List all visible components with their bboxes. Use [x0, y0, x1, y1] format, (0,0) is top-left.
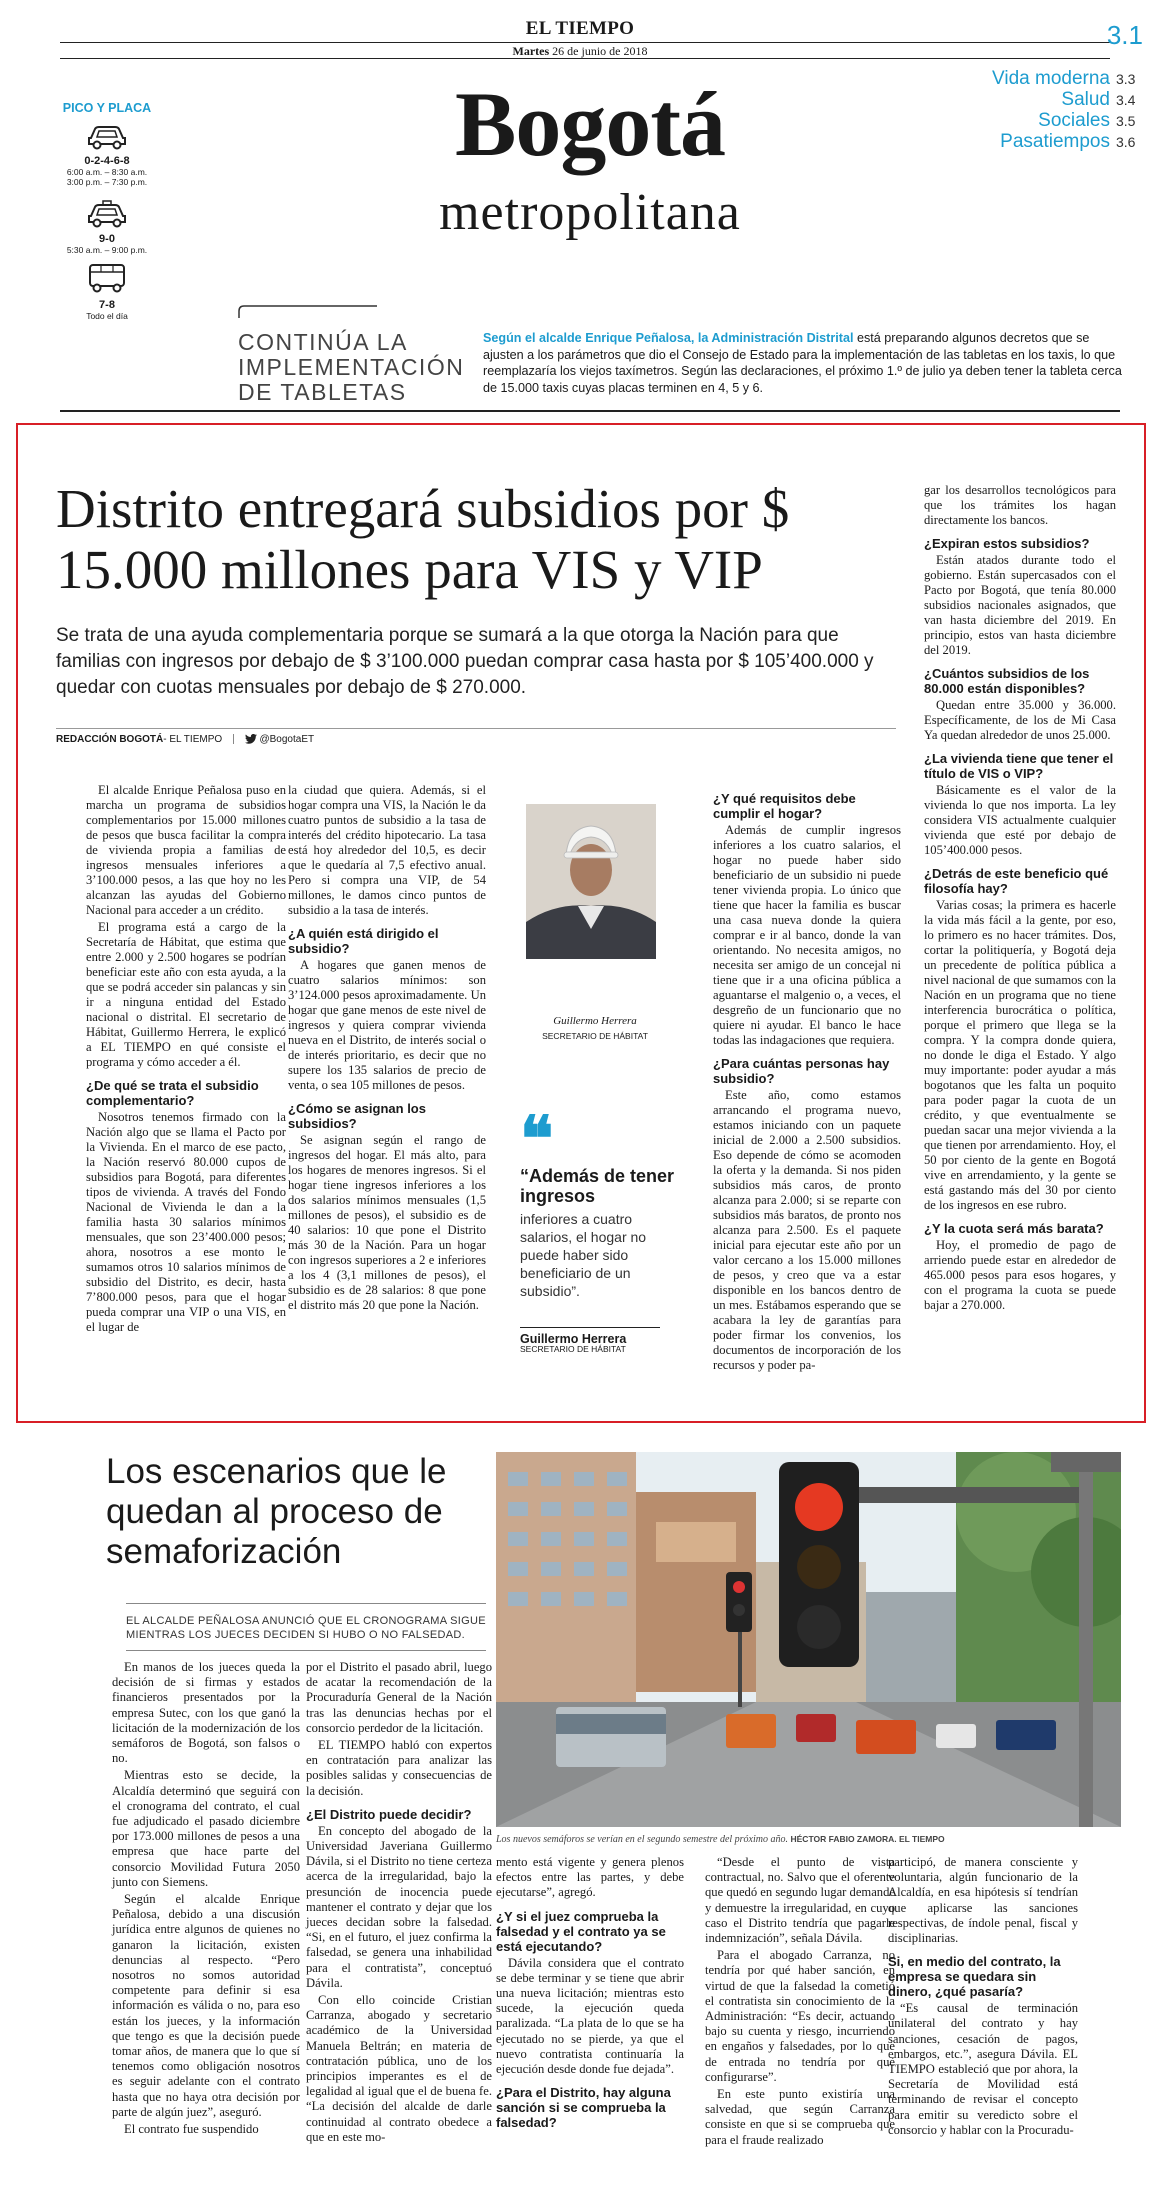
- paragraph: En este punto existiría una salvedad, que según Carranza consiste en que si se comprueba que para el fraude realizado: [705, 2087, 895, 2147]
- main-headline: Distrito entregará subsidios por $ 15.000 millones para VIS y VIP: [56, 478, 790, 600]
- deck-top-rule: [126, 1603, 486, 1604]
- main-story-column-3: [713, 783, 901, 1375]
- paragraph: “Es causal de terminación unilateral del contrato y hay sanciones, cesación de pagos, embargos, etc.”, asegura Dávila. EL TIEMPO estableció que por ahora, la Secretaría de Movilidad está terminando de revisar el concepto para emitir su veredicto sobre el consorcio y hablar con la Procuradu-: [888, 2001, 1078, 2137]
- promo-bracket: [238, 305, 378, 319]
- photo-caption-name: Guillermo Herrera: [553, 1015, 637, 1027]
- section-divider: [60, 410, 1120, 412]
- pico-placa-hours: 3:00 p.m. – 7:30 p.m.: [66, 177, 148, 187]
- promo-text: Según el alcalde Enrique Peñalosa, la Administración Distrital está preparando algunos decretos que se ajusten a los parámetros que dio el Consejo de Estado para la implementación de las tabletas en los taxis, lo que reemplazaría los viejos taxímetros. Según las declaraciones, el próximo 1.º de julio ya deben tener la tableta cerca de 15.000 taxis cuyas placas terminen en 4, 5 y 6.: [483, 331, 1122, 395]
- second-story-column-3: [496, 1855, 684, 2132]
- photo-caption-role: SECRETARIO DE HÁBITAT: [542, 1031, 648, 1041]
- twitter-handle[interactable]: @BogotaET: [259, 734, 315, 745]
- pico-placa-hours: 6:00 a.m. – 8:30 a.m.: [66, 167, 148, 177]
- masthead-brand: EL TIEMPO: [525, 18, 635, 39]
- pico-placa-hours: 5:30 a.m. – 9:00 p.m.: [66, 245, 148, 255]
- paragraph: Básicamente es el valor de la vivienda lo que nos importa. La ley considera VIS actualmente cualquier vivienda que esté por debajo de 105’400.000 pesos.: [924, 783, 1116, 857]
- paragraph: Hoy, el promedio de pago de arriendo puede estar en alrededor de 465.000 pesos para esos hogares, y con el programa la cuota se puede bajar a 270.000.: [924, 1238, 1116, 1312]
- subhead: ¿Y si el juez comprueba la falsedad y el contrato ya se está ejecutando?: [496, 1908, 666, 1954]
- nav-item-sociales[interactable]: Sociales 3.5: [1038, 110, 1136, 131]
- section-subtitle: metropolitana: [439, 184, 741, 241]
- subhead: ¿Para el Distrito, hay alguna sanción si se comprueba la falsedad?: [496, 2085, 671, 2131]
- byline-row: [56, 728, 896, 748]
- page-number: 3.1: [1106, 20, 1143, 50]
- deck-bottom-rule: [126, 1650, 486, 1651]
- paragraph: El contrato fue suspendido: [124, 2122, 259, 2137]
- second-story-column-2: [306, 1660, 492, 2147]
- nav-item-vida-moderna[interactable]: Vida moderna 3.3: [992, 68, 1136, 89]
- second-story-column-4: [705, 1855, 895, 2150]
- promo-title[interactable]: CONTINÚA LA IMPLEMENTACIÓN DE TABLETAS: [238, 329, 465, 405]
- paragraph: la ciudad que quiera. Además, si el hogar compra una VIS, la Nación le da cuatro puntos de subsidio a la tasa de interés del crédito hipotecario. La tasa está hoy alrededor del 10,5, es decir que le quedaría al 7,5 efectivo anual. Pero si compra una VIP, de 54 millones, le damos cinco puntos de subsidio a la tasa de interés.: [288, 783, 486, 917]
- pico-placa-digits: 9-0: [99, 233, 115, 245]
- paragraph: En manos de los jueces queda la decisión de si firmas y estados financieros presentados por la empresa Sutec, con los que ganó la licitación de la modernización de los semáforos de Bogotá, son falsos o no.: [112, 1660, 300, 1766]
- main-story-column-4: [924, 483, 1116, 1315]
- masthead-top-rule: [60, 42, 1110, 43]
- second-story-column-5: [888, 1855, 1078, 2140]
- twitter-icon: [245, 734, 257, 744]
- paragraph: Según el alcalde Enrique Peñalosa, debido a una discusión jurídica entre algunos de quienes no ganaron la licitación, existen denuncias al respecto. “Pero nosotros no somos autoridad competente para definir si esa información es válida o no, para eso están los jueces, y la información que tengo es que la decisión puede tomar años, de manera que lo que sí tenemos como obligación nosotros es seguir adelante con el contrato hasta que no haya otra decisión por parte de algún juez”, aseguró.: [112, 1892, 300, 2119]
- pico-placa-title: PICO Y PLACA: [62, 101, 152, 115]
- subhead: ¿El Distrito puede decidir?: [306, 1806, 472, 1822]
- photo-caption: Los nuevos semáforos se verían en el segundo semestre del próximo año. HÉCTOR FABIO ZAMORA. EL TIEMPO: [496, 1834, 945, 1845]
- subhead: ¿Y la cuota será más barata?: [924, 1221, 1104, 1236]
- photo-credit: HÉCTOR FABIO ZAMORA. EL TIEMPO: [790, 1834, 945, 1844]
- paragraph: por el Distrito el pasado abril, luego de acatar la recomendación de la Procuraduría General de la Nación tras las denuncias hechas por el consorcio perdedor de la licitación.: [306, 1660, 492, 1735]
- paragraph: A hogares que ganen menos de cuatro salarios mínimos: son 3’124.000 pesos aproximadamente. Un hogar que gane menos de este nivel de ingresos y quiera comprar vivienda nueva en el Distrito, de interés social o de interés prioritario, es decir que no supere los 135 salarios de precio de venta, o sea 105 millones de pesos.: [288, 958, 486, 1092]
- paragraph: “Desde el punto de vista contractual, no. Salvo que el oferente que quedó en segundo lugar demande y demuestre la irregularidad, en cuyo caso el Distrito tendría que pagarle indemnización”, señala Dávila.: [705, 1855, 895, 1946]
- subhead: ¿Cuántos subsidios de los 80.000 están disponibles?: [924, 666, 1090, 696]
- paragraph: Varias cosas; la primera es hacerle la vida más fácil a la gente, por eso, lo primero es no hacer trámites. Dos, cortar la politiquería, y Bogotá deja un precedente de política pública a nivel nacional de que sumamos con la Nación en un programa que no tiene interferencia burocrática o política, porque el primero que llega se la compra. Y la compra donde quiera, no donde le diga el Estado. Y algo muy importante: poder ayudar a más bogotanos que les falta un poquito para poder pagar la cuota de un crédito, y que eventualmente se puedan sacar una mejor vivienda a la que tienen por arrendamiento. Hoy, el 50 por ciento de la gente en Bogotá vive en arrendamiento, y la gente se está gastando más del 30 por ciento de los ingresos en ese rubro.: [924, 898, 1116, 1212]
- paragraph: Con ello coincide Cristian Carranza, abogado y secretario académico de la Universidad Manuela Beltrán; en materia de contratación pública, uno de los principios imperantes es el de legalidad al igual que el de buena fe. “La decisión del alcalde de darle continuidad al contrato obedece a que en este mo-: [306, 1993, 492, 2144]
- paragraph: Nosotros tenemos firmado con la Nación algo que se llama el Pacto por la Vivienda. En el marco de ese pacto, la Nación reservó 80.000 cupos de subsidios para Bogotá, para diferentes tipos de vivienda. A través del Fondo Nacional de Vivienda le dan a la familia hasta 30 salarios mínimos mensuales, que son 23’400.000 pesos; ahora, nosotros a ese monto le sumamos otros 10 salarios mínimos de subsidio del Distrito, es decir, hasta 7’800.000 pesos, para que el hogar pueda comprar una VIP o una VIS, en el lugar de: [86, 1110, 286, 1334]
- byline: REDACCIÓN BOGOTÁ: [56, 734, 164, 745]
- car-icon: [85, 122, 129, 150]
- paragraph: gar los desarrollos tecnológicos para que los trámites los hagan directamente los bancos.: [924, 483, 1116, 527]
- subhead: ¿A quién está dirigido el subsidio?: [288, 926, 439, 956]
- paragraph: Para el abogado Carranza, no tendría por qué haber sanción, en virtud de que la falsedad la cometió el contratista sin conocimiento de la Administración: “Es decir, actuando bajo su cuenta y riesgo, incurriendo en engaños y falsedades, por lo que de entrada no tendría por qué configurarse”.: [705, 1948, 895, 2084]
- nav-item-pasatiempos[interactable]: Pasatiempos 3.6: [1000, 131, 1136, 152]
- paragraph: mento está vigente y genera plenos efectos entre las partes, y debe ejecutarse”, agregó.: [496, 1855, 684, 1900]
- paragraph: Este año, como estamos arrancando el programa nuevo, estamos iniciando con un paquete inicial de 2.000 a 2.500 subsidios. Eso depende de cómo se acomoden la oferta y la demanda. Si nos piden subsidios más caros, de pronto alcanza para 2.000; si se reparte con subsidios más baratos, de pronto nos alcanza para 2.500. Es el paquete inicial para ejecutar este año por un valor cercano a los 15.000 millones de pesos, y creo que va a estar disponible en los bancos dentro de un mes. Estábamos esperando que se acabara la ley de garantías para poder firmar los convenios, los documentos de incorporación de los recursos y poder pa-: [713, 1088, 901, 1372]
- subhead: ¿Para cuántas personas hay subsidio?: [713, 1056, 890, 1086]
- paragraph: Además de cumplir ingresos inferiores a los cuatro salarios, el hogar no puede haber sido beneficiario de un subsidio ni puede tener vivienda propia. Lo único que tiene que hacer la familia es buscar una casa nueva donde la quiera comprar e ir al banco, donde la van orientando. No necesita amigos, no necesita ser amigo de un concejal ni tiene que ir a una oficina pública a aguantarse el malgenio o, a veces, el desgreño de un funcionario que no quiere ni ayudar. El banco le hace todas las indagaciones que requiera.: [713, 823, 901, 1047]
- pico-placa-block-cars: [52, 122, 162, 187]
- masthead-date: Martes 26 de junio de 2018: [512, 44, 648, 58]
- paragraph: En concepto del abogado de la Universidad Javeriana Guillermo Dávila, si el Distrito no tiene certeza acerca de la irregularidad, bajo la presunción de inocencia puede mantener el contrato y dejar que los jueces decidan sobre la falsedad. “Si, en el futuro, el juez confirma la falsedad, se genera una inhabilidad para el contratista”, conceptuó Dávila.: [306, 1823, 492, 1990]
- pull-quote-role: SECRETARIO DE HÁBITAT: [520, 1344, 626, 1354]
- subhead: ¿Cómo se asignan los subsidios?: [288, 1101, 426, 1131]
- section-title: Bogotá: [455, 73, 725, 175]
- main-lede: Se trata de una ayuda complementaria porque se sumará a la que otorga la Nación para que familias con ingresos por debajo de $ 3’100.000 puedan comprar casa hasta por $ 105’400.000 y quedar con cuotas mensuales por debajo de $ 270.000.: [56, 625, 874, 698]
- paragraph: Quedan entre 35.000 y 36.000. Específicamente, de los de Mi Casa Ya quedan alrededor de unos 25.000.: [924, 698, 1116, 742]
- pull-quote-body: inferiores a cuatro salarios, el hogar no puede haber sido beneficiario de un subsidio”.: [520, 1211, 647, 1299]
- masthead-bottom-rule: [60, 58, 1110, 59]
- subhead: ¿Y qué requisitos debe cumplir el hogar?: [713, 791, 856, 821]
- paragraph: Mientras esto se decide, la Alcaldía determinó que seguirá con el cronograma del contrato, el cual fue adjudicado el pasado diciembre por 173.000 millones de pesos a una empresa que hace parte del consorcio Movilidad Futura 2050 junto con Siemens.: [112, 1768, 300, 1889]
- pico-placa-block-taxis: [52, 200, 162, 255]
- pico-placa-digits: 7-8: [99, 299, 115, 311]
- pico-placa-digits: 0-2-4-6-8: [84, 155, 130, 167]
- portrait-photo: [526, 804, 656, 959]
- paragraph: El programa está a cargo de la Secretaría de Hábitat, que estima que entre 2.000 y 2.500 hogares se podrían beneficiar este año con esta ayuda, a la que se podrá acceder sin palancas y sin ir a ninguna entidad del Estado nacional o distrital. El secretario de Hábitat, Guillermo Herrera, le explicó a EL TIEMPO en qué consiste el programa y cómo acceder a él.: [86, 920, 286, 1069]
- main-story-column-1: [86, 783, 286, 1337]
- nav-item-salud[interactable]: Salud 3.4: [1061, 89, 1136, 110]
- paragraph: EL TIEMPO habló con expertos en contratación para analizar las posibles salidas y consecuencias de la decisión.: [306, 1738, 492, 1798]
- second-headline: Los escenarios que le quedan al proceso de semaforización: [106, 1452, 447, 1571]
- pico-placa-block-buses: [52, 262, 162, 321]
- second-story-column-1: [112, 1660, 300, 2139]
- paragraph: El alcalde Enrique Peñalosa puso en marcha un programa de subsidios complementarios por 15.000 millones de pesos que busca facilitar la compra de vivienda propia a familias de ingresos mensuales inferiores a 3’100.000 pesos, a las que hoy no les alcanzan las ayudas del Gobierno Nacional para acceder a un crédito.: [86, 783, 286, 917]
- subhead: ¿Detrás de este beneficio qué filosofía hay?: [924, 866, 1109, 896]
- quote-mark-icon: ❝: [520, 1106, 554, 1174]
- paragraph: Dávila considera que el contrato se debe terminar y se tiene que abrir una nueva licitación; mientras esto sucede, la ejecución queda paralizada. “La plata de lo que se ha ejecutado no se pierde, ya que el nuevo contratista continuaría la ejecución desde donde fue dejada”.: [496, 1955, 684, 2077]
- byline-outlet: - EL TIEMPO: [163, 734, 223, 745]
- pico-placa-hours: Todo el día: [86, 311, 128, 321]
- subhead: ¿De qué se trata el subsidio complementario?: [86, 1078, 259, 1108]
- pull-quote-head: “Además de tener ingresos: [520, 1166, 675, 1206]
- pull-quote-name: Guillermo Herrera: [520, 1327, 660, 1346]
- bus-icon: [85, 262, 129, 294]
- subhead: ¿La vivienda tiene que tener el título de VIS o VIP?: [924, 751, 1114, 781]
- paragraph: participó, de manera consciente y voluntaria, algún funcionario de la Alcaldía, en esa hipótesis sí tendrían que aplicarse las sanciones respectivas, de índole penal, fiscal y disciplinarias.: [888, 1855, 1078, 1946]
- subhead: ¿Expiran estos subsidios?: [924, 536, 1090, 551]
- taxi-icon: [85, 200, 129, 228]
- main-story-column-2: [286, 783, 486, 1315]
- second-deck: EL ALCALDE PEÑALOSA ANUNCIÓ QUE EL CRONOGRAMA SIGUE MIENTRAS LOS JUECES DECIDEN SI HUBO O NO FALSEDAD.: [126, 1615, 486, 1641]
- paragraph: Están atados durante todo el gobierno. Están supercasados con el Pacto por Bogotá, que tenía 80.000 subsidios nacionales asignados, que van hasta diciembre del 2019. En principio, estos van hasta diciembre del 2019.: [924, 553, 1116, 657]
- paragraph: Se asignan según el rango de ingresos del hogar. El más alto, para los hogares de menores ingresos. Si el hogar tiene ingresos inferiores a los dos salarios mínimos mensuales (1,5 millones de pesos), el subsidio es de 40 salarios: 10 que pone el Distrito más 30 de la Nación. Para un hogar con ingresos superiores a 2 e inferiores a los 4 (3,1 millones de pesos), el subsidio es de 28 salarios: 8 que pone el distrito más 20 que pone la Nación.: [288, 1133, 486, 1312]
- subhead: Si, en medio del contrato, la empresa se quedara sin dinero, ¿qué pasaría?: [888, 1954, 1061, 2000]
- traffic-light-photo: [496, 1452, 1121, 1827]
